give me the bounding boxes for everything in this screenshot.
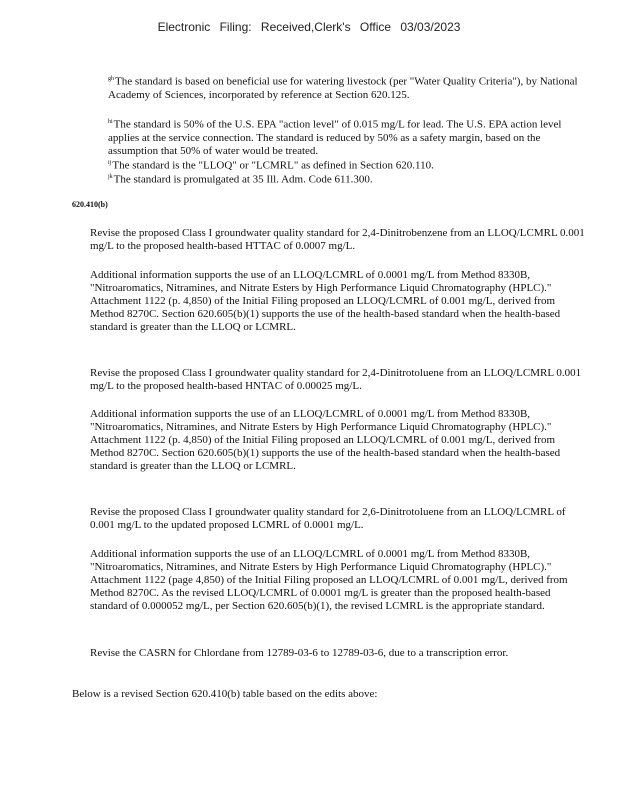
closing-sentence: Below is a revised Section 620.410(b) table based on the edits above: <box>72 688 378 700</box>
footnote-text: The standard is promulgated at 35 Ill. Adm. Code 611.300. <box>113 173 373 186</box>
item-1-main: Revise the proposed Class I groundwater quality standard for 2,4-Dinitrobenzene from an LLOQ/LCMRL 0.001 mg/L to the proposed health-based HTTAC of 0.0007 mg/L. <box>90 227 585 252</box>
item-2-main: Revise the proposed Class I groundwater quality standard for 2,4-Dinitrotoluene from an LLOQ/LCMRL 0.001 mg/L to the proposed health-based HNTAC of 0.00025 mg/L. <box>90 367 582 392</box>
footnote-g <box>108 73 588 102</box>
footnote-text: The standard is 50% of the U.S. EPA "action level" of 0.015 mg/L for lead. The U.S. EPA action level applies at the service connection. The standard is reduced by 50% as a safety margin, based on the assumption that 50% of water would be treated. <box>108 118 562 157</box>
item-4-main: Revise the CASRN for Chlordane from 12789-03-6 to 12789-03-6, due to a transcription error. <box>90 647 509 659</box>
footnote-h <box>108 116 588 158</box>
footnote-text: The standard is the "LLOQ" or "LCMRL" as defined in Section 620.110. <box>112 159 434 172</box>
footnote-mark: jk <box>108 174 113 180</box>
filing-header: Electronic Filing: Received,Clerk's Office 03/03/2023 <box>157 20 461 34</box>
footnote-text: The standard is based on beneficial use for watering livestock (per "Water Quality Criteria"), by National Academy of Sciences, incorporated by reference at Section 620.125. <box>108 75 578 101</box>
section-label: 620.410(b) <box>72 200 108 209</box>
footnote-mark: hi <box>108 119 113 125</box>
item-3-detail: Additional information supports the use of an LLOQ/LCMRL of 0.0001 mg/L from Method 8330B, "Nitroaromatics, Nitramines, and Nitrate Esters by High Performance Liquid Chromatography (HPLC)." Attachment 1122 (page 4,850) of the Initial Filing proposed an LLOQ/LCMRL of 0.001 mg/L, derived from Method 8270C. As the revised LLOQ/LCMRL of 0.0001 mg/L is greater than the proposed health-based standard of 0.000052 mg/L, per Section 620.605(b)(1), the revised LCMRL is the appropriate standard. <box>90 548 568 612</box>
footnote-mark: gh <box>108 76 114 82</box>
footnote-j <box>108 171 588 187</box>
item-3-main: Revise the proposed Class I groundwater quality standard for 2,6-Dinitrotoluene from an LLOQ/LCMRL of 0.001 mg/L to the updated proposed LCMRL of 0.0001 mg/L. <box>90 506 566 531</box>
item-2-detail: Additional information supports the use of an LLOQ/LCMRL of 0.0001 mg/L from Method 8330B, "Nitroaromatics, Nitramines, and Nitrate Esters by High Performance Liquid Chromatography (HPLC)." Attachment 1122 (p. 4,850) of the Initial Filing proposed an LLOQ/LCMRL of 0.001 mg/L, derived from Method 8270C. Section 620.605(b)(1) supports the use of the health-based standard when the health-based standard is greater than the LLOQ or LCMRL. <box>90 408 561 472</box>
item-1-detail: Additional information supports the use of an LLOQ/LCMRL of 0.0001 mg/L from Method 8330B, "Nitroaromatics, Nitramines, and Nitrate Esters by High Performance Liquid Chromatography (HPLC)." Attachment 1122 (p. 4,850) of the Initial Filing proposed an LLOQ/LCMRL of 0.001 mg/L, derived from Method 8270C. Section 620.605(b)(1) supports the use of the health-based standard when the health-based standard is greater than the LLOQ or LCMRL. <box>90 269 561 333</box>
footnote-mark: ij <box>108 160 112 166</box>
